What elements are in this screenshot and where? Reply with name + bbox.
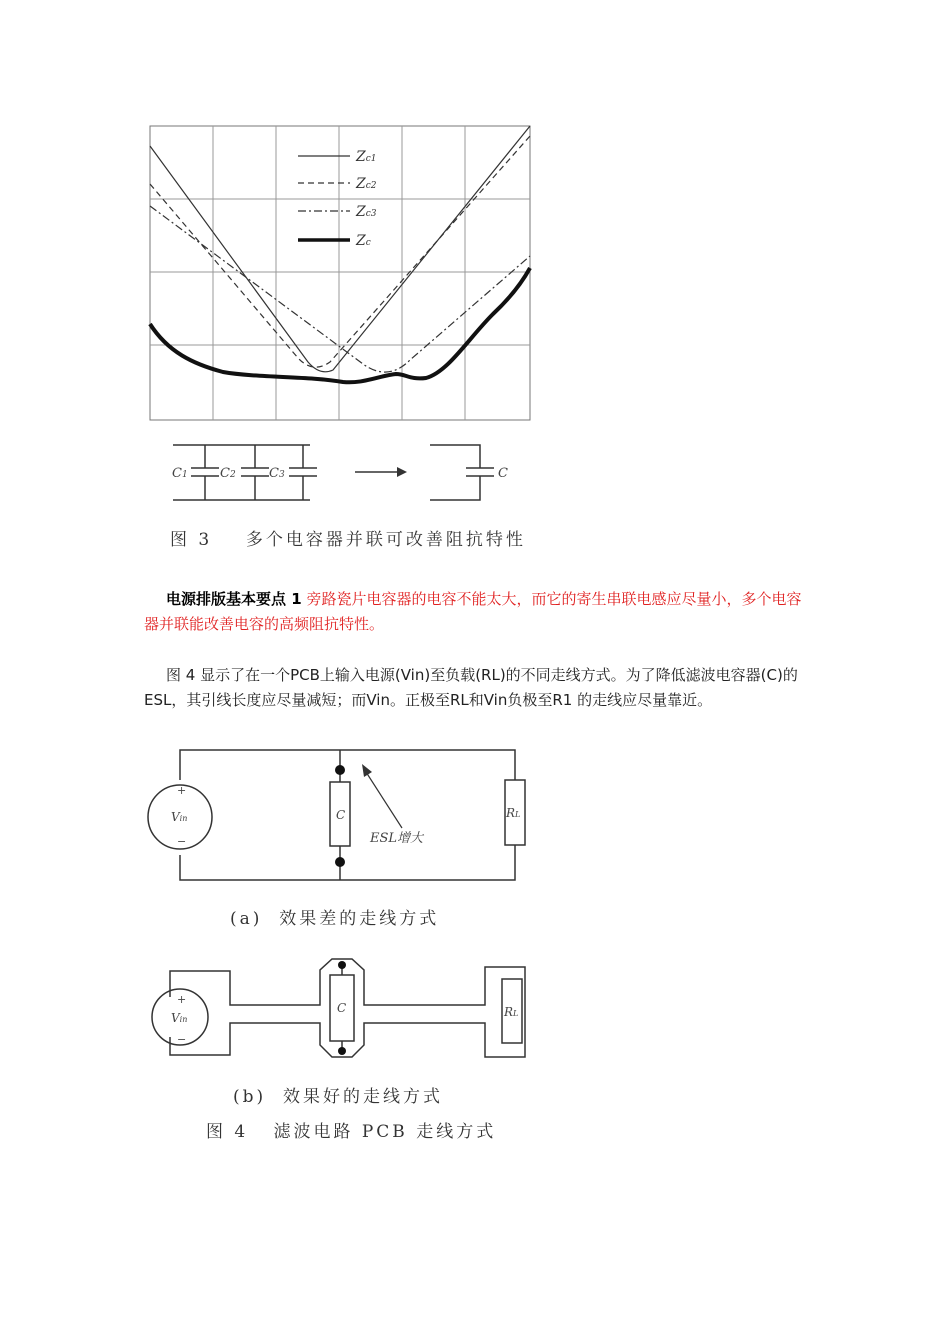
legend-zc2-sub: c2 [365,181,377,191]
node-dot-bottom [335,857,345,867]
curve-zc3 [150,206,530,372]
source-v-b: V [171,1011,180,1025]
node-dot-bottom-b [338,1047,346,1055]
impedance-chart [148,124,532,422]
cap2-sub: 2 [229,470,236,480]
svg-text:C3 [269,466,285,481]
legend-zc3-label: Z [356,204,366,220]
figure4a-caption: (a) 效果差的走线方式 [230,909,440,929]
svg-text:Zc1 [355,149,377,165]
cap3-sub: 3 [278,470,285,480]
source-minus: − [177,835,187,848]
svg-text:Vin [171,810,187,824]
svg-text:RL [505,806,520,820]
source-plus: + [177,784,187,797]
keypoint-text: 旁路瓷片电容器的电容不能太大，而它的寄生串联电感应尽量小，多个电容器并联能改善电容的高频阻抗特性。 [144,590,802,633]
figure4b-caption: (b) 效果好的走线方式 [233,1087,443,1107]
svg-text:Zc2 [355,176,377,192]
load-sub-b: L [513,1009,519,1018]
body-paragraph: 图 4 显示了在一个PCB上输入电源(Vin)至负载(RL)的不同走线方式。为了降低滤波电容器(C)的ESL，其引线长度应尽量减短；而Vin。正极至RL和Vin负极至R1 的走线应尽量靠近。 [144,666,798,709]
svg-text:Vin [171,1011,187,1025]
node-dot-top-b [338,961,346,969]
curve-zc [150,268,530,382]
legend-zc3-sub: c3 [365,209,377,219]
cap1-label: C [172,466,182,481]
cap1-sub: 1 [181,470,188,480]
figure4-caption-text: 滤波电路 PCB 走线方式 [273,1122,497,1142]
figure4a-circuit [140,740,540,890]
esl-label: ESL增大 [370,831,424,846]
cap-c-label: C [336,808,346,822]
source-minus-b: − [177,1033,187,1046]
arrow-head-icon [397,467,407,477]
svg-text:RL [503,1005,518,1019]
keypoint-label: 电源排版基本要点 1 [166,590,302,608]
svg-text:Zc3 [355,204,377,220]
keypoint-paragraph [144,587,812,637]
chart-grid [150,126,530,420]
figure3-caption [170,525,526,550]
figure4-caption [206,1117,496,1142]
svg-text:Zc [355,233,371,249]
svg-text:C2 [220,466,236,481]
cap-c-label-b: C [337,1001,347,1015]
legend-zc2-label: Z [356,176,366,192]
source-plus-b: + [177,993,187,1006]
cap-equivalent-label: C [498,466,508,481]
capacitor-parallel-diagram [165,440,525,506]
figure4b-circuit [140,955,540,1065]
legend-zc-label: Z [356,233,366,249]
legend-zc1-label: Z [356,149,366,165]
legend-zc1-sub: c1 [365,154,377,164]
esl-arrow-icon [362,764,372,777]
figure4-caption-num: 图 4 [206,1122,249,1142]
svg-text:C1 [172,466,188,481]
figure3-caption-num: 图 3 [170,530,213,550]
legend-zc-sub: c [365,238,371,248]
cap3-label: C [269,466,279,481]
cap2-label: C [220,466,230,481]
source-sub: in [179,814,188,823]
source-sub-b: in [179,1015,188,1024]
source-v: V [171,810,180,824]
curve-zc2 [150,136,530,367]
load-sub: L [515,810,521,819]
load-r-b: R [504,1005,514,1019]
load-r: R [506,806,516,820]
figure3-caption-text: 多个电容器并联可改善阻抗特性 [245,530,526,550]
node-dot-top [335,765,345,775]
